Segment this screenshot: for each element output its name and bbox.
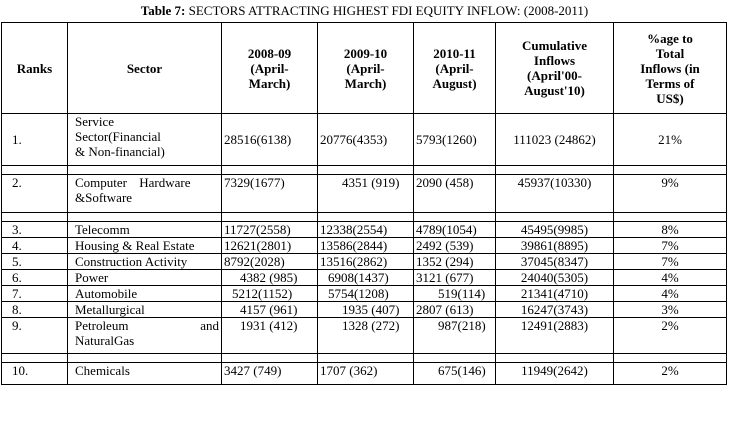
header-cumulative: Cumulative Inflows (April'00- August'10) (496, 23, 614, 114)
value-cumulative: 37045(8347) (496, 254, 614, 270)
sector-cell: Computer Hardware &Software (68, 175, 222, 213)
value-percentage: 4% (614, 270, 727, 286)
value-2010-11: 2492 (539) (414, 238, 496, 254)
value-2008-09: 8792(2028) (222, 254, 318, 270)
value-2008-09: 3427 (749) (222, 363, 318, 385)
value-2008-09: 1931 (412) (222, 318, 318, 354)
table-row (2, 175, 727, 213)
header-percentage: %age to Total Inflows (in Terms of US$) (614, 23, 727, 114)
header-sector: Sector (68, 23, 222, 114)
sector-cell: Power (68, 270, 222, 286)
value-cumulative: 11949(2642) (496, 363, 614, 385)
value-2008-09: 12621(2801) (222, 238, 318, 254)
value-2009-10: 5754(1208) (318, 286, 414, 302)
value-cumulative: 24040(5305) (496, 270, 614, 286)
table-row (2, 254, 727, 270)
value-2009-10: 1328 (272) (318, 318, 414, 354)
value-percentage: 8% (614, 222, 727, 238)
value-2010-11: 3121 (677) (414, 270, 496, 286)
table-row (2, 114, 727, 166)
value-2010-11: 5793(1260) (414, 114, 496, 166)
header-2008-09: 2008-09 (April- March) (222, 23, 318, 114)
value-percentage: 3% (614, 302, 727, 318)
rank-cell: 4. (2, 238, 68, 254)
value-2010-11: 519(114) (414, 286, 496, 302)
value-cumulative: 39861(8895) (496, 238, 614, 254)
sector-cell: Telecomm (68, 222, 222, 238)
rank-cell: 9. (2, 318, 68, 354)
value-2010-11: 2090 (458) (414, 175, 496, 213)
table-caption (0, 3, 729, 19)
table-row (2, 302, 727, 318)
value-2010-11: 1352 (294) (414, 254, 496, 270)
value-percentage: 7% (614, 238, 727, 254)
value-2009-10: 20776(4353) (318, 114, 414, 166)
table-row (2, 238, 727, 254)
value-2010-11: 675(146) (414, 363, 496, 385)
rank-cell: 3. (2, 222, 68, 238)
value-2009-10: 4351 (919) (318, 175, 414, 213)
value-2008-09: 4382 (985) (222, 270, 318, 286)
value-2008-09: 11727(2558) (222, 222, 318, 238)
table-row (2, 318, 727, 354)
sector-cell: Automobile (68, 286, 222, 302)
value-percentage: 4% (614, 286, 727, 302)
rank-cell: 1. (2, 114, 68, 166)
value-cumulative: 16247(3743) (496, 302, 614, 318)
value-2009-10: 13586(2844) (318, 238, 414, 254)
value-2009-10: 6908(1437) (318, 270, 414, 286)
rank-cell: 6. (2, 270, 68, 286)
sector-cell: Metallurgical (68, 302, 222, 318)
value-percentage: 21% (614, 114, 727, 166)
sector-cell: Chemicals (68, 363, 222, 385)
value-percentage: 2% (614, 363, 727, 385)
rank-cell: 5. (2, 254, 68, 270)
value-percentage: 9% (614, 175, 727, 213)
header-row (2, 23, 727, 114)
table-row (2, 222, 727, 238)
fdi-sector-table (1, 22, 727, 385)
value-2008-09: 7329(1677) (222, 175, 318, 213)
sector-cell: Housing & Real Estate (68, 238, 222, 254)
value-2010-11: 987(218) (414, 318, 496, 354)
header-ranks: Ranks (2, 23, 68, 114)
value-2008-09: 28516(6138) (222, 114, 318, 166)
header-2009-10: 2009-10 (April- March) (318, 23, 414, 114)
sector-cell: Petroleum and NaturalGas (68, 318, 222, 354)
value-2008-09: 5212(1152) (222, 286, 318, 302)
table-row (2, 363, 727, 385)
sector-cell: Service Sector(Financial & Non-financial) (68, 114, 222, 166)
rank-cell: 8. (2, 302, 68, 318)
sector-cell: Construction Activity (68, 254, 222, 270)
value-cumulative: 45937(10330) (496, 175, 614, 213)
value-2009-10: 1935 (407) (318, 302, 414, 318)
value-2010-11: 2807 (613) (414, 302, 496, 318)
value-2009-10: 13516(2862) (318, 254, 414, 270)
table-caption-text: SECTORS ATTRACTING HIGHEST FDI EQUITY INFLOW: (2008-2011) (185, 3, 589, 18)
value-cumulative: 12491(2883) (496, 318, 614, 354)
value-2010-11: 4789(1054) (414, 222, 496, 238)
rank-cell: 2. (2, 175, 68, 213)
value-cumulative: 21341(4710) (496, 286, 614, 302)
table-row (2, 270, 727, 286)
rank-cell: 7. (2, 286, 68, 302)
value-2008-09: 4157 (961) (222, 302, 318, 318)
value-percentage: 7% (614, 254, 727, 270)
value-cumulative: 45495(9985) (496, 222, 614, 238)
table-caption-label: Table 7: (140, 3, 186, 18)
header-2010-11: 2010-11 (April- August) (414, 23, 496, 114)
value-2009-10: 1707 (362) (318, 363, 414, 385)
rank-cell: 10. (2, 363, 68, 385)
value-percentage: 2% (614, 318, 727, 354)
table-row (2, 286, 727, 302)
value-2009-10: 12338(2554) (318, 222, 414, 238)
value-cumulative: 111023 (24862) (496, 114, 614, 166)
